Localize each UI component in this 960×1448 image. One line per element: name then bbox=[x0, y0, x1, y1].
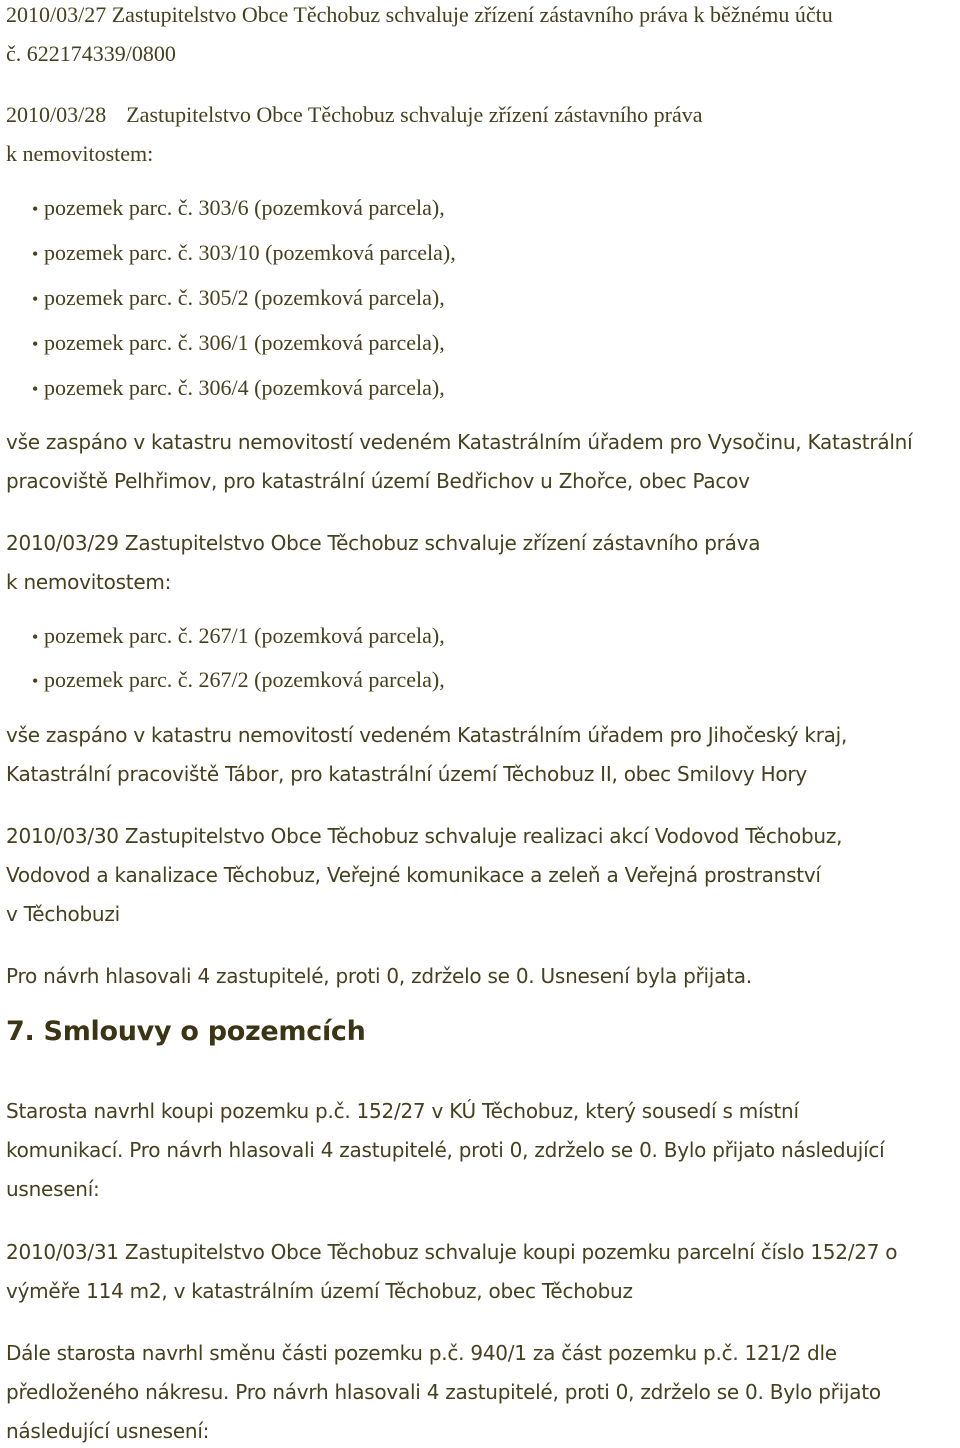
resolution-27-line-1: 2010/03/27 Zastupitelstvo Obce Těchobuz schvaluje zřízení zástavního práva k běžnému účtu bbox=[6, 2, 833, 27]
resolution-30-line-1: 2010/03/30 Zastupitelstvo Obce Těchobuz schvaluje realizaci akcí Vodovod Těchobuz, bbox=[6, 824, 843, 848]
paragraph-exchange-line-3: následující usnesení: bbox=[6, 1419, 210, 1443]
paragraph-purchase-line-1: Starosta navrhl koupi pozemku p.č. 152/27 v KÚ Těchobuz, který sousedí s místní bbox=[6, 1099, 799, 1123]
bullet-icon: • bbox=[32, 671, 39, 691]
resolution-29-line-2: k nemovitostem: bbox=[6, 570, 172, 594]
list-item: • pozemek parc. č. 306/4 (pozemková parcela), bbox=[32, 375, 445, 400]
bullet-icon: • bbox=[32, 289, 39, 309]
bullet-icon: • bbox=[32, 379, 39, 399]
vote-result: Pro návrh hlasovali 4 zastupitelé, proti 0, zdrželo se 0. Usnesení byla přijata. bbox=[6, 964, 752, 988]
list-item: • pozemek parc. č. 303/6 (pozemková parcela), bbox=[32, 195, 445, 220]
paragraph-exchange-line-2: předloženého nákresu. Pro návrh hlasovali 4 zastupitelé, proti 0, zdrželo se 0. Bylo přijato bbox=[6, 1380, 881, 1404]
resolution-29-registry-line-2: Katastrální pracoviště Tábor, pro katastrální území Těchobuz II, obec Smilovy Hory bbox=[6, 762, 807, 786]
list-item: • pozemek parc. č. 267/2 (pozemková parcela), bbox=[32, 667, 445, 692]
resolution-28-registry-line-2: pracoviště Pelhřimov, pro katastrální území Bedřichov u Zhořce, obec Pacov bbox=[6, 469, 750, 493]
resolution-30-line-2: Vodovod a kanalizace Těchobuz, Veřejné komunikace a zeleň a Veřejná prostranství bbox=[6, 863, 821, 887]
paragraph-purchase-line-3: usnesení: bbox=[6, 1177, 100, 1201]
resolution-31-line-2: výměře 114 m2, v katastrálním území Těchobuz, obec Těchobuz bbox=[6, 1279, 633, 1303]
list-item: • pozemek parc. č. 303/10 (pozemková parcela), bbox=[32, 240, 456, 265]
resolution-28-text: Zastupitelstvo Obce Těchobuz schvaluje zřízení zástavního práva bbox=[126, 102, 703, 127]
resolution-29-line-1: 2010/03/29 Zastupitelstvo Obce Těchobuz schvaluje zřízení zástavního práva bbox=[6, 531, 761, 555]
resolution-30-line-3: v Těchobuzi bbox=[6, 902, 120, 926]
resolution-28-line-2: k nemovitostem: bbox=[6, 141, 154, 166]
resolution-29-registry-line-1: vše zaspáno v katastru nemovitostí vedeném Katastrálním úřadem pro Jihočeský kraj, bbox=[6, 723, 848, 747]
paragraph-purchase-line-2: komunikací. Pro návrh hlasovali 4 zastupitelé, proti 0, zdrželo se 0. Bylo přijato následující bbox=[6, 1138, 885, 1162]
section-heading: 7. Smlouvy o pozemcích bbox=[6, 1016, 366, 1047]
resolution-28-line-1 bbox=[6, 103, 703, 127]
resolution-27-line-2: č. 622174339/0800 bbox=[6, 41, 176, 66]
bullet-icon: • bbox=[32, 199, 39, 219]
list-item: • pozemek parc. č. 306/1 (pozemková parcela), bbox=[32, 330, 445, 355]
resolution-31-line-1: 2010/03/31 Zastupitelstvo Obce Těchobuz schvaluje koupi pozemku parcelní číslo 152/27 o bbox=[6, 1240, 898, 1264]
list-item: • pozemek parc. č. 267/1 (pozemková parcela), bbox=[32, 623, 445, 648]
bullet-icon: • bbox=[32, 334, 39, 354]
list-item: • pozemek parc. č. 305/2 (pozemková parcela), bbox=[32, 285, 445, 310]
resolution-28-registry-line-1: vše zaspáno v katastru nemovitostí vedeném Katastrálním úřadem pro Vysočinu, Katastrální bbox=[6, 430, 913, 454]
bullet-icon: • bbox=[32, 244, 39, 264]
paragraph-exchange-line-1: Dále starosta navrhl směnu části pozemku p.č. 940/1 za část pozemku p.č. 121/2 dle bbox=[6, 1341, 837, 1365]
bullet-icon: • bbox=[32, 627, 39, 647]
resolution-28-date: 2010/03/28 bbox=[6, 102, 107, 127]
